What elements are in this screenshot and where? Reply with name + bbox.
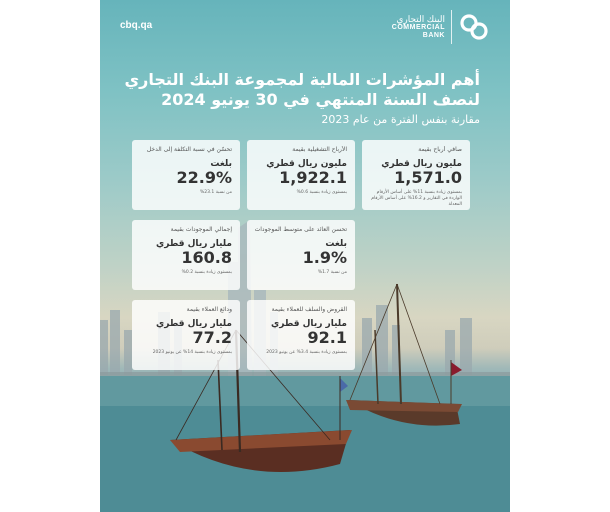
metric-card-customer-deposits (132, 300, 240, 370)
cbq-logo-icon (458, 11, 490, 43)
metric-label: القروض والسلف للعملاء بقيمة (271, 306, 347, 313)
metric-label: صافي أرباح بقيمة (418, 146, 462, 153)
metric-card-return-on-assets (247, 220, 355, 290)
metric-label: الأرباح التشغيلية بقيمة (292, 146, 347, 153)
metric-value: 1,571.0 (394, 168, 462, 187)
bank-logo[interactable] (392, 10, 490, 44)
metric-unit: مليار ريال قطري (270, 319, 347, 329)
metric-label: تحسّن في نسبة التكلفة إلى الدخل (146, 146, 232, 153)
website-url[interactable]: cbq.qa (120, 20, 153, 31)
metric-note: بمستوى زيادة بنسبة 14% عن يونيو 2023 (152, 350, 232, 355)
metric-value: 92.1 (307, 328, 347, 347)
metric-value: 1.9% (302, 248, 347, 267)
metric-unit: بلغت (210, 159, 232, 169)
metric-note: بمستوى زيادة بنسبة 11% على أساس الأرقام الواردة في التقارير و 16.2% على أساس الأرقام المعدلة (371, 190, 462, 207)
metric-note: من نسبة 1.7% (317, 270, 347, 275)
metric-value: 77.2 (192, 328, 232, 347)
page-subtitle: مقارنة بنفس الفترة من عام 2023 (321, 113, 480, 126)
metric-note: بمستوى زيادة بنسبة 0.6% (296, 190, 347, 195)
title-line-1: أهم المؤشرات المالية لمجموعة البنك التجاري (124, 70, 480, 89)
metric-label: ودائع العملاء بقيمة (186, 306, 232, 313)
metric-value: 22.9% (176, 168, 232, 187)
metric-unit: مليون ريال قطري (381, 159, 462, 169)
metric-unit: مليار ريال قطري (155, 319, 232, 329)
metric-card-cost-income-ratio (132, 140, 240, 210)
logo-arabic-text: البنك التجاري (396, 13, 445, 24)
metric-note: بمستوى زيادة بنسبة 3.4% عن يونيو 2023 (266, 350, 347, 355)
metric-unit: بلغت (325, 239, 347, 249)
page-title (120, 70, 480, 110)
metric-unit: مليون ريال قطري (266, 159, 347, 169)
metric-card-loans-advances (247, 300, 355, 370)
metric-note: من نسبة 23.1% (199, 190, 232, 195)
title-line-2: لنصف السنة المنتهي في 30 يونيو 2024 (161, 90, 480, 109)
metric-label: إجمالي الموجودات بقيمة (170, 226, 232, 233)
metric-value: 160.8 (181, 248, 232, 267)
logo-english-line1: COMMERCIAL (391, 24, 445, 32)
metric-card-net-profit (362, 140, 470, 210)
poster (100, 0, 510, 512)
metric-note: بمستوى زيادة بنسبة 0.2% (181, 270, 232, 275)
metric-label: تحسن العائد على متوسط الموجودات (255, 226, 347, 233)
metric-unit: مليار ريال قطري (155, 239, 232, 249)
logo-english-line2: BANK (422, 31, 445, 39)
metric-value: 1,922.1 (279, 168, 347, 187)
logo-divider (451, 10, 452, 44)
metric-card-total-assets (132, 220, 240, 290)
metric-card-operating-profit (247, 140, 355, 210)
